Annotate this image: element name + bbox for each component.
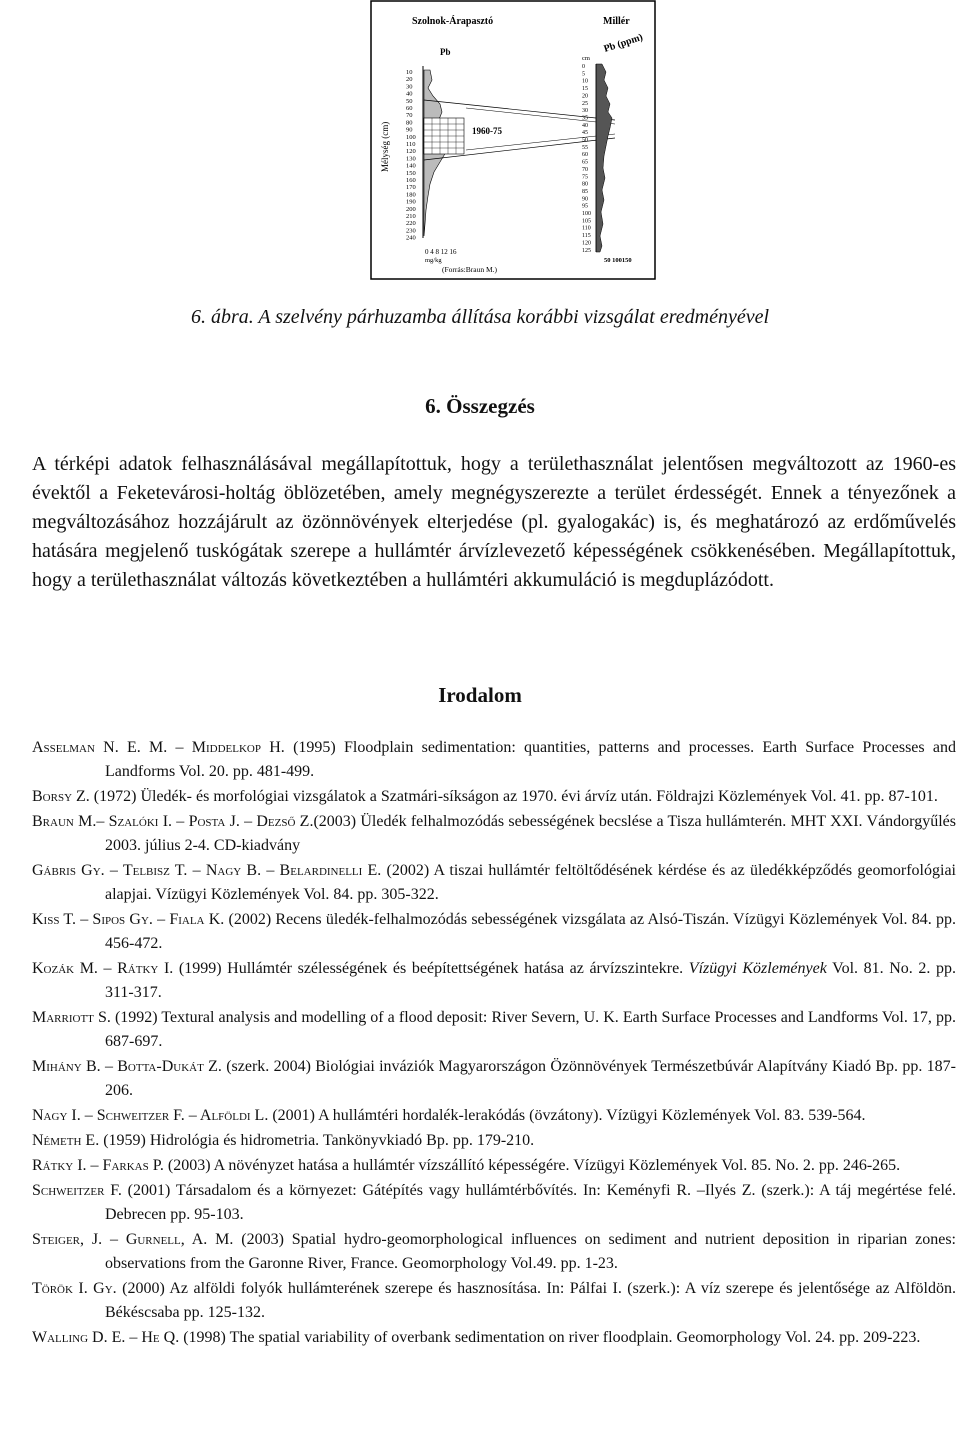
reference-item bbox=[32, 1326, 956, 1350]
left-site-label: Szolnok-Árapasztó bbox=[412, 16, 494, 27]
left-depth-tick: 150 bbox=[406, 169, 416, 177]
left-depth-tick: 210 bbox=[406, 213, 416, 220]
right-depth-tick: 65 bbox=[582, 159, 588, 166]
reference-journal: Vízügyi Közlemények bbox=[688, 960, 827, 977]
reference-authors: Borsy Z. bbox=[32, 788, 90, 805]
right-depth-tick: 55 bbox=[582, 144, 588, 151]
right-depth-tick: 125 bbox=[582, 247, 591, 254]
right-depth-tick: 5 bbox=[582, 71, 585, 78]
right-depth-tick: 35 bbox=[582, 115, 588, 122]
right-depth-tick: 115 bbox=[582, 233, 591, 240]
right-x-ticks: 50 100150 bbox=[604, 257, 632, 264]
right-depth-unit: cm bbox=[582, 55, 590, 62]
reference-text: (1999) Hullámtér szélességének és beépítettségének hatása az árvízszintekre. bbox=[173, 960, 689, 977]
reference-authors: Marriott S. bbox=[32, 1009, 111, 1026]
reference-authors: Asselman N. E. M. – Middelkop H. bbox=[32, 739, 285, 756]
right-depth-tick: 20 bbox=[582, 93, 588, 100]
right-element-label: Pb (ppm) bbox=[602, 31, 645, 55]
reference-authors: Gábris Gy. – Telbisz T. – Nagy B. – Belardinelli E. bbox=[32, 862, 382, 879]
reference-text: (2001) Társadalom és a környezet: Gátépítés vagy hullámtérbővítés. In: Keményfi R. –Ilyés Z. (szerk.): A táj megértése felé. Debrecen pp. 95-103. bbox=[105, 1182, 956, 1223]
reference-item bbox=[32, 1006, 956, 1054]
reference-authors: Mihány B. – Botta-Dukát Z. bbox=[32, 1058, 222, 1075]
reference-authors: Kiss T. – Sipos Gy. – Fiala K. bbox=[32, 911, 225, 928]
left-depth-tick: 90 bbox=[406, 126, 413, 134]
hatched-interval bbox=[424, 118, 464, 154]
left-depth-tick: 50 bbox=[406, 97, 413, 105]
left-depth-tick: 160 bbox=[406, 177, 416, 184]
reference-list bbox=[32, 736, 956, 1351]
reference-item bbox=[32, 736, 956, 784]
reference-text: (2003) Üledék felhalmozódás sebességének becslése a Tisza hullámterén. MHT XXI. Vándorgyűlés 2003. július 2-4. CD-kiadvány bbox=[105, 813, 956, 854]
right-depth-tick: 40 bbox=[582, 122, 588, 129]
reference-authors: Rátky I. – Farkas P. bbox=[32, 1157, 164, 1174]
left-element-label: Pb bbox=[440, 47, 451, 57]
left-x-unit: mg/kg bbox=[425, 257, 442, 264]
left-depth-tick: 230 bbox=[406, 227, 416, 235]
reference-text: (2003) A növényzet hatása a hullámtér vízszállító képességére. Vízügyi Közlemények Vol. 85. No. 2. pp. 246-265. bbox=[163, 1157, 901, 1174]
left-depth-tick: 180 bbox=[406, 191, 416, 199]
reference-item bbox=[32, 1228, 956, 1276]
reference-item bbox=[32, 859, 956, 907]
right-depth-tick: 85 bbox=[582, 188, 588, 195]
reference-authors: Kozák M. – Rátky I. bbox=[32, 960, 174, 977]
reference-item bbox=[32, 785, 956, 809]
reference-authors: Walling D. E. – He Q. bbox=[32, 1329, 180, 1346]
figure-6 bbox=[370, 0, 656, 280]
reference-text: (1998) The spatial variability of overbank sedimentation on river floodplain. Geomorphology Vol. 24. pp. 209-223. bbox=[179, 1329, 921, 1346]
right-depth-tick: 10 bbox=[582, 78, 588, 85]
reference-item bbox=[32, 1154, 956, 1178]
reference-item bbox=[32, 1179, 956, 1227]
right-depth-tick: 90 bbox=[582, 196, 588, 203]
right-depth-tick: 25 bbox=[582, 100, 588, 107]
left-depth-tick: 190 bbox=[406, 198, 416, 206]
references-title: Irodalom bbox=[438, 683, 522, 707]
left-depth-tick: 200 bbox=[406, 205, 416, 213]
right-depth-tick: 15 bbox=[582, 86, 588, 93]
right-depth-tick: 100 bbox=[582, 211, 591, 217]
left-depth-tick: 20 bbox=[406, 76, 413, 84]
left-depth-tick: 70 bbox=[406, 112, 413, 120]
reference-text: (2003) Spatial hydro-geomorphological influences on sediment and nutrient deposition in riparian zones: observations from the Garonne River, France. Geomorphology Vol.49. pp. 1-23. bbox=[105, 1231, 957, 1272]
left-x-ticks: 0 4 8 12 16 bbox=[425, 248, 457, 256]
left-depth-tick: 100 bbox=[406, 133, 416, 141]
reference-text: (1972) Üledék- és morfológiai vizsgálatok a Szatmári-síkságon az 1970. évi árvíz után. Földrajzi Közlemények Vol. 41. pp. 87-101. bbox=[89, 788, 938, 805]
reference-item bbox=[32, 1104, 956, 1128]
y-axis-label: Mélység (cm) bbox=[380, 121, 390, 172]
right-depth-tick: 120 bbox=[582, 240, 591, 247]
reference-text: (1995) Floodplain sedimentation: quantities, patterns and processes. Earth Surface Processes and Landforms Vol. 20. pp. 481-499. bbox=[105, 739, 956, 780]
right-site-label: Millér bbox=[603, 16, 630, 27]
period-label: 1960-75 bbox=[472, 126, 502, 136]
figure-source: (Forrás:Braun M.) bbox=[442, 265, 497, 274]
left-depth-tick: 240 bbox=[406, 234, 416, 242]
right-depth-tick: 110 bbox=[582, 225, 591, 232]
summary-paragraph: A térképi adatok felhasználásával megállapítottuk, hogy a területhasználat jelentősen megváltozott az 1960-es évektől a Feketevárosi-holtág öblözetében, amely megnégyszerezte a terület érdességét. Ennek a tényezőnek a megváltozásához hozzájárult az özönnövények elterjedése (pl. gyalogakác) is, és meghatározó az erdőművelés hatására megjelenő tuskógátak szerepe a hullámtér árvízlevezető képességének csökkenésében. Megállapítottuk, hogy a területhasználat változás következtében a hullámtéri akkumuláció is megduplázódott. bbox=[32, 453, 956, 591]
reference-authors: Steiger, J. – Gurnell, A. M. bbox=[32, 1231, 234, 1248]
reference-authors: Németh E. bbox=[32, 1132, 100, 1149]
reference-item bbox=[32, 1129, 956, 1153]
right-depth-tick: 70 bbox=[582, 166, 588, 173]
left-depth-tick: 60 bbox=[406, 105, 413, 112]
right-depth-tick: 105 bbox=[582, 218, 591, 225]
right-depth-tick: 30 bbox=[582, 108, 588, 115]
right-depth-tick: 45 bbox=[582, 130, 588, 137]
left-depth-tick: 140 bbox=[406, 162, 416, 170]
left-depth-tick: 130 bbox=[406, 155, 416, 163]
reference-authors: Schweitzer F. bbox=[32, 1182, 122, 1199]
right-depth-tick: 80 bbox=[582, 181, 588, 188]
reference-text: (2002) A tiszai hullámtér feltöltődésének kérdése és az üledékképződés geomorfológiai alapjai. Vízügyi Közlemények Vol. 84. pp. 305-322. bbox=[105, 862, 956, 903]
reference-item bbox=[32, 908, 956, 956]
left-depth-tick: 170 bbox=[406, 184, 416, 192]
reference-tail: Vol. 81. No. 2. pp. 311-317. bbox=[105, 960, 956, 1001]
reference-item bbox=[32, 1055, 956, 1103]
right-depth-tick: 95 bbox=[582, 203, 588, 210]
left-depth-tick: 220 bbox=[406, 220, 416, 228]
right-depth-tick: 75 bbox=[582, 174, 588, 181]
left-depth-tick: 110 bbox=[406, 141, 416, 148]
reference-item bbox=[32, 957, 956, 1005]
left-depth-tick: 40 bbox=[406, 90, 413, 98]
reference-text: (szerk. 2004) Biológiai inváziók Magyarországon Özönnövények Természetbúvár Alapítvány Kiadó Bp. pp. 187-206. bbox=[105, 1058, 956, 1099]
left-depth-tick: 120 bbox=[406, 148, 416, 156]
left-depth-tick: 30 bbox=[406, 83, 413, 91]
reference-item bbox=[32, 1277, 956, 1325]
reference-authors: Nagy I. – Schweitzer F. – Alföldi L. bbox=[32, 1107, 269, 1124]
left-depth-tick: 10 bbox=[406, 69, 413, 76]
right-depth-tick: 50 bbox=[582, 137, 588, 144]
right-depth-tick: 0 bbox=[582, 64, 585, 70]
left-depth-tick: 80 bbox=[406, 119, 413, 127]
reference-text: (1992) Textural analysis and modelling of a flood deposit: River Severn, U. K. Earth Surface Processes and Landforms Vol. 17, pp. 687-697. bbox=[105, 1009, 956, 1050]
reference-text: (1959) Hidrológia és hidrometria. Tankönyvkiadó Bp. pp. 179-210. bbox=[99, 1132, 535, 1149]
right-depth-tick: 60 bbox=[582, 152, 588, 159]
reference-text: (2002) Recens üledék-felhalmozódás sebességének vizsgálata az Alsó-Tiszán. Vízügyi Közlemények Vol. 84. pp. 456-472. bbox=[105, 911, 956, 952]
reference-text: (2001) A hullámtéri hordalék-lerakódás (övzátony). Vízügyi Közlemények Vol. 83. 539-564. bbox=[268, 1107, 866, 1124]
figure-caption: 6. ábra. A szelvény párhuzamba állítása korábbi vizsgálat eredményével bbox=[190, 306, 770, 328]
section-title: 6. Összegzés bbox=[425, 394, 535, 418]
reference-authors: Török I. Gy. bbox=[32, 1280, 117, 1297]
reference-item bbox=[32, 810, 956, 858]
lead-profile-figure bbox=[370, 0, 656, 280]
reference-authors: Braun M.– Szalóki I. – Posta J. – Dezső Z. bbox=[32, 813, 314, 830]
reference-text: (2000) Az alföldi folyók hullámterének szerepe és hasznosítása. In: Pálfai I. (szerk.): A víz szerepe és jelentősége az Alföldön. Békéscsaba pp. 125-132. bbox=[105, 1280, 957, 1321]
